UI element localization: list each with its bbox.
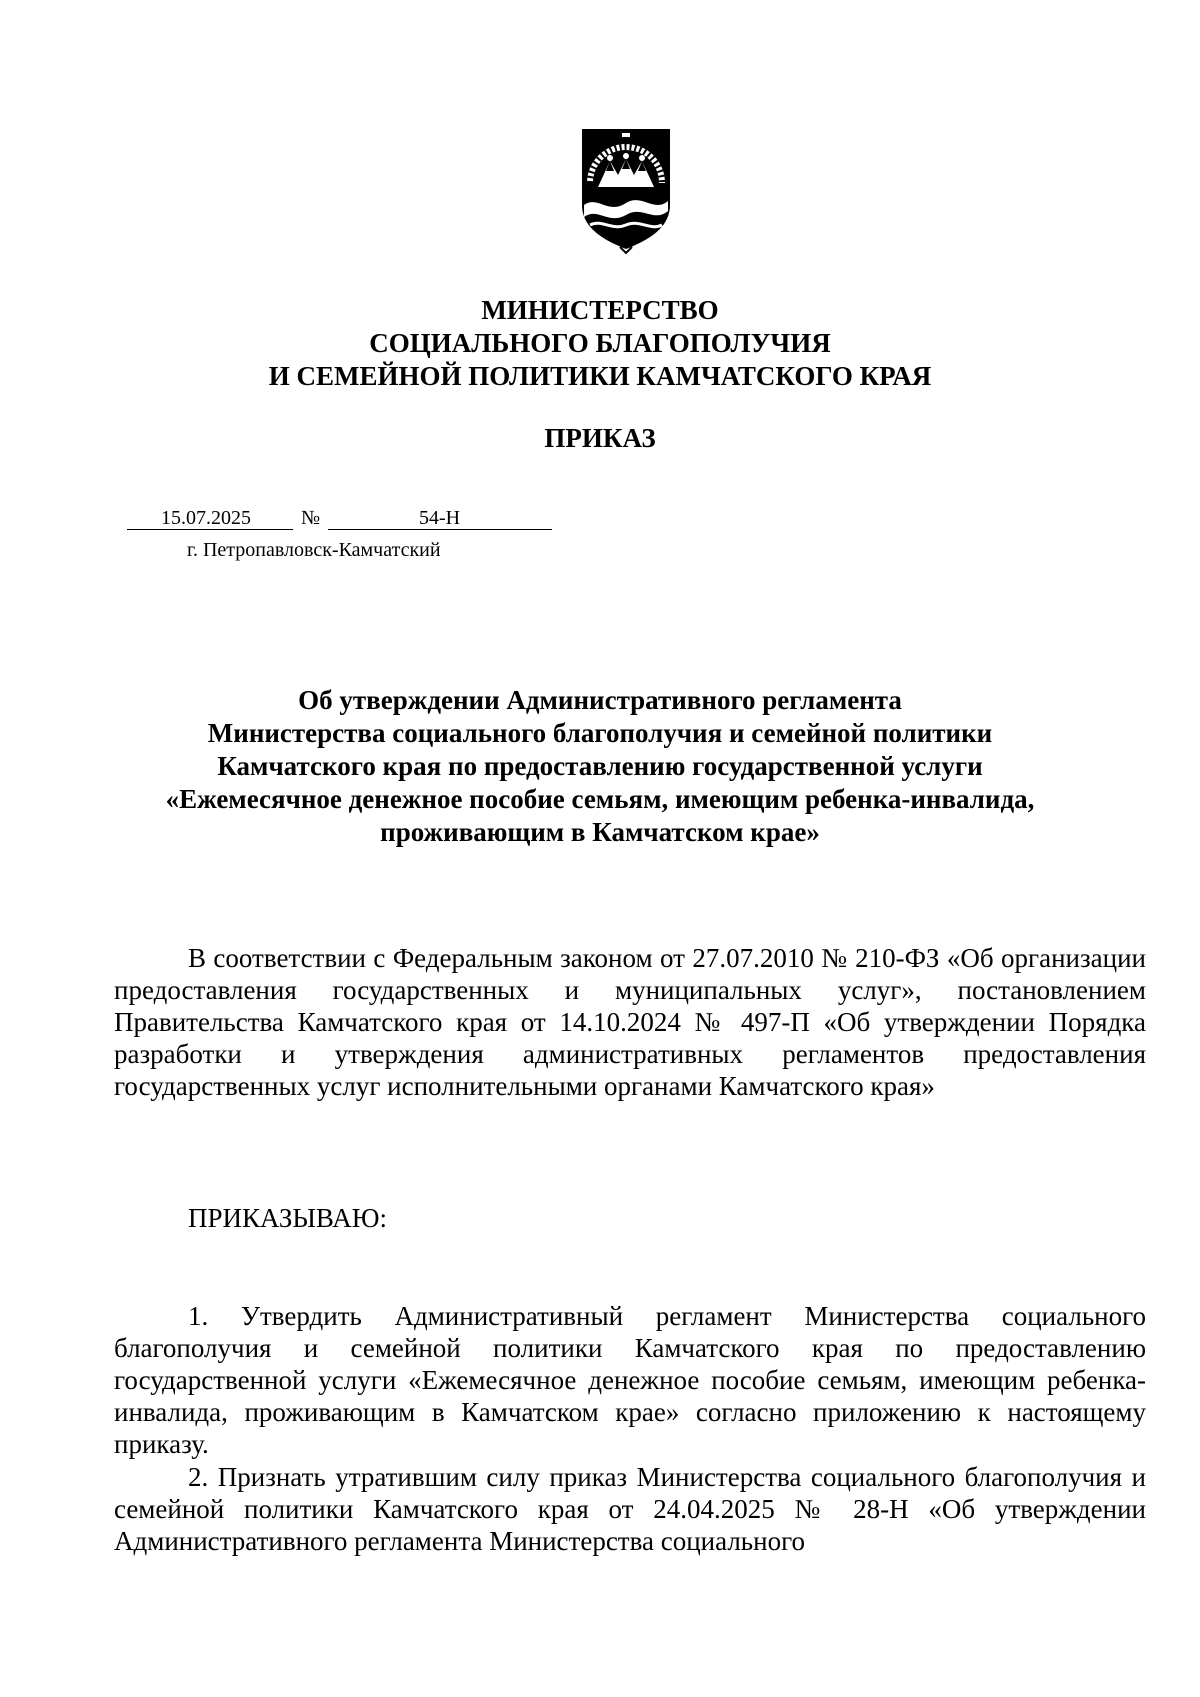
order-item-2: 2. Признать утратившим силу приказ Министерства социального благополучия и семейной политики Камчатского края от 24.04.2025 № 28-Н «Об утверждении Административного регламента Министерства социального [114,1462,1146,1556]
kamchatka-coat-of-arms-icon [576,125,676,255]
order-directive-word: ПРИКАЗЫВАЮ: [188,1203,387,1233]
subject-line-3: Камчатского края по предоставлению государственной услуги [217,751,983,781]
ministry-line-1: МИНИСТЕРСТВО [481,295,719,325]
subject-line-5: проживающим в Камчатском крае» [380,817,820,847]
date-number-line [127,505,552,531]
number-sign: № [301,507,321,529]
ministry-line-2: СОЦИАЛЬНОГО БЛАГОПОЛУЧИЯ [369,328,831,358]
subject-line-1: Об утверждении Административного регламента [298,685,902,715]
document-type-title: ПРИКАЗ [544,423,656,453]
order-number: 54-Н [419,507,461,529]
date-underline [127,529,293,530]
legal-basis-paragraph: В соответствии с Федеральным законом от 27.07.2010 № 210-ФЗ «Об организации предоставления государственных и муниципальных услуг», постановлением Правительства Камчатского края от 14.10.2024 № 497-П «Об утверждении Порядка разработки и утверждения административных регламентов предоставления государственных услуг исполнительными органами Камчатского края» [114,943,1146,1101]
ministry-name [0,294,1200,393]
order-date: 15.07.2025 [161,507,251,529]
ministry-line-3: И СЕМЕЙНОЙ ПОЛИТИКИ КАМЧАТСКОГО КРАЯ [268,361,932,391]
order-subject [0,684,1200,849]
subject-line-4: «Ежемесячное денежное пособие семьям, имеющим ребенка-инвалида, [165,784,1035,814]
number-underline [328,529,552,530]
issuing-city: г. Петропавловск-Камчатский [187,539,441,561]
order-item-1: 1. Утвердить Административный регламент Министерства социального благополучия и семейной политики Камчатского края по предоставлению государственной услуги «Ежемесячное денежное пособие семьям, имеющим ребенка-инвалида, проживающим в Камчатском крае» согласно приложению к настоящему приказу. [114,1301,1146,1459]
subject-line-2: Министерства социального благополучия и семейной политики [207,718,993,748]
